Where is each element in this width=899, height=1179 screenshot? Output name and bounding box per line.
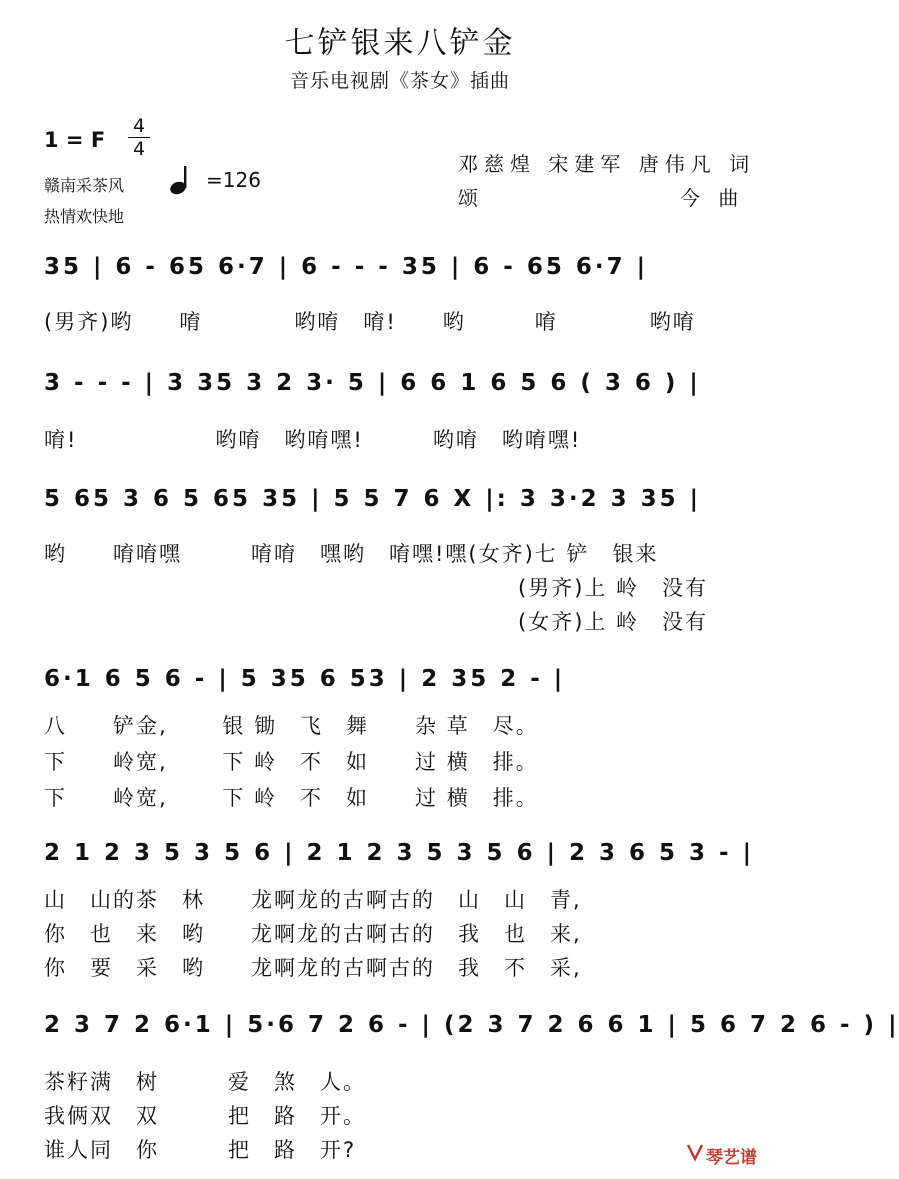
lyric-row-6-line-3: 谁人同 你 把 路 开? — [44, 1138, 357, 1162]
lyric-row-5-line-1: 山 山的茶 林 龙啊龙的古啊古的 山 山 青, — [44, 888, 582, 912]
notation-row-6: 2 3 7 2 6·1 | 5·6 7 2 6 - | (2 3 7 2 6 6 1 | 5 6 7 2 6 - ) | — [44, 1012, 899, 1038]
notation-row-4: 6·1 6 5 6 - | 5 35 6 53 | 2 35 2 - | — [44, 666, 566, 692]
lyric-row-3-line-2: (男齐)上 岭 没有 — [518, 576, 709, 600]
notation-row-5: 2 1 2 3 5 3 5 6 | 2 1 2 3 5 3 5 6 | 2 3 6 5 3 - | — [44, 840, 754, 866]
song-subtitle: 音乐电视剧《茶女》插曲 — [289, 70, 510, 92]
lyric-row-4-line-3: 下 岭宽, 下 岭 不 如 过 横 排。 — [44, 786, 539, 810]
lyric-row-2-line-1: 唷! 哟唷 哟唷嘿! 哟唷 哟唷嘿! — [44, 428, 582, 452]
song-title: 七铲银来八铲金 — [284, 26, 516, 61]
qinyipu-logo-icon — [686, 1142, 704, 1162]
watermark-logo-text: 琴艺谱 — [706, 1148, 757, 1168]
key-signature: 1 = F — [44, 128, 106, 152]
lyric-row-5-line-3: 你 要 采 哟 龙啊龙的古啊古的 我 不 采, — [44, 956, 582, 980]
lyric-row-3-line-1: 哟 唷唷嘿 唷唷 嘿哟 唷嘿!嘿(女齐)七 铲 银来 — [44, 542, 659, 566]
lyric-row-3-line-3: (女齐)上 岭 没有 — [518, 610, 709, 634]
lyric-row-4-line-2: 下 岭宽, 下 岭 不 如 过 横 排。 — [44, 750, 539, 774]
composer-credit-prefix: 颂 — [458, 186, 484, 210]
notation-row-2: 3 - - - | 3 35 3 2 3· 5 | 6 6 1 6 5 6 ( 3 6 ) | — [44, 370, 701, 396]
lyric-row-6-line-2: 我俩双 双 把 路 开。 — [44, 1104, 366, 1128]
quarter-note-icon — [168, 164, 202, 196]
time-signature — [128, 116, 150, 159]
time-signature-top: 4 — [132, 115, 146, 137]
lyric-row-5-line-2: 你 也 来 哟 龙啊龙的古啊古的 我 也 来, — [44, 922, 582, 946]
lyric-row-6-line-1: 茶籽满 树 爱 煞 人。 — [44, 1070, 366, 1094]
composer-credit-suffix: 今 曲 — [680, 186, 745, 210]
notation-row-3: 5 65 3 6 5 65 35 | 5 5 7 6 X |: 3 3·2 3 35 | — [44, 486, 702, 512]
style-line-1: 赣南采茶风 — [44, 176, 125, 195]
lyric-row-1-line-1: (男齐)哟 唷 哟唷 唷! 哟 唷 哟唷 — [44, 310, 696, 334]
tempo-marking: =126 — [206, 168, 261, 192]
time-signature-bottom: 4 — [132, 138, 146, 160]
notation-row-1: 35 | 6 - 65 6·7 | 6 - - - 35 | 6 - 65 6·7 | — [44, 254, 648, 280]
lyricists-credit: 邓慈煌 宋建军 唐伟凡 词 — [458, 152, 756, 176]
style-line-2: 热情欢快地 — [44, 207, 125, 226]
lyric-row-4-line-1: 八 铲金, 银 锄 飞 舞 杂 草 尽。 — [44, 714, 539, 738]
